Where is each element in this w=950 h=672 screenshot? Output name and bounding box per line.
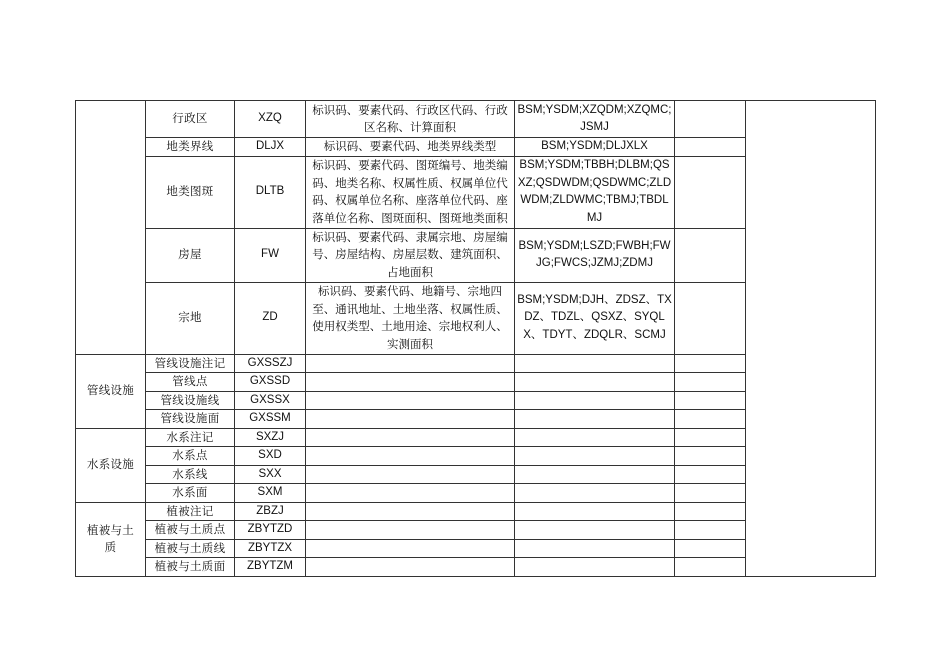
empty-cell	[675, 410, 746, 429]
empty-cell	[515, 521, 675, 540]
layer-code: GXSSX	[235, 391, 306, 410]
layer-code: ZBYTZX	[235, 539, 306, 558]
empty-cell	[515, 391, 675, 410]
field-codes: BSM;YSDM;LSZD;FWBH;FWJG;FWCS;JZMJ;ZDMJ	[515, 228, 675, 282]
empty-cell	[675, 521, 746, 540]
field-codes: BSM;YSDM;DLJXLX	[515, 138, 675, 157]
empty-cell	[675, 138, 746, 157]
empty-cell	[675, 502, 746, 521]
layer-code: ZBYTZM	[235, 558, 306, 577]
layer-code: SXZJ	[235, 428, 306, 447]
field-names: 标识码、要素代码、地籍号、宗地四至、通讯地址、土地坐落、权属性质、使用权类型、土地用途、宗地权利人、实测面积	[306, 282, 515, 354]
field-names: 标识码、要素代码、隶属宗地、房屋编号、房屋结构、房屋层数、建筑面积、占地面积	[306, 228, 515, 282]
layer-code: GXSSM	[235, 410, 306, 429]
empty-cell	[515, 410, 675, 429]
layer-name: 地类图斑	[146, 156, 235, 228]
table-row	[76, 101, 876, 138]
layer-code: SXX	[235, 465, 306, 484]
layer-name: 地类界线	[146, 138, 235, 157]
layer-name: 房屋	[146, 228, 235, 282]
empty-cell	[306, 391, 515, 410]
layer-name: 植被与土质点	[146, 521, 235, 540]
layer-name: 植被与土质面	[146, 558, 235, 577]
remark-cell	[746, 101, 876, 577]
empty-cell	[675, 558, 746, 577]
empty-cell	[306, 539, 515, 558]
empty-cell	[675, 373, 746, 392]
layer-code: XZQ	[235, 101, 306, 138]
empty-cell	[675, 465, 746, 484]
empty-cell	[515, 354, 675, 373]
empty-cell	[515, 484, 675, 503]
empty-cell	[515, 373, 675, 392]
group-cell	[76, 101, 146, 355]
group-label: 植被与土质	[76, 502, 146, 576]
empty-cell	[306, 354, 515, 373]
empty-cell	[515, 502, 675, 521]
layer-code: GXSSZJ	[235, 354, 306, 373]
layer-name: 行政区	[146, 101, 235, 138]
layer-code: SXM	[235, 484, 306, 503]
layer-code: ZBYTZD	[235, 521, 306, 540]
field-names: 标识码、要素代码、图斑编号、地类编码、地类名称、权属性质、权属单位代码、权属单位名称、座落单位代码、座落单位名称、图斑面积、图斑地类面积	[306, 156, 515, 228]
group-label: 管线设施	[76, 354, 146, 428]
group-label: 水系设施	[76, 428, 146, 502]
field-codes: BSM;YSDM;DJH、ZDSZ、TXDZ、TDZL、QSXZ、SYQLX、TDYT、ZDQLR、SCMJ	[515, 282, 675, 354]
layer-name: 水系面	[146, 484, 235, 503]
empty-cell	[515, 558, 675, 577]
empty-cell	[675, 101, 746, 138]
field-codes: BSM;YSDM;XZQDM;XZQMC;JSMJ	[515, 101, 675, 138]
empty-cell	[306, 558, 515, 577]
empty-cell	[306, 447, 515, 466]
layer-name: 植被注记	[146, 502, 235, 521]
layer-name: 水系注记	[146, 428, 235, 447]
layer-name: 宗地	[146, 282, 235, 354]
empty-cell	[306, 484, 515, 503]
layer-code: SXD	[235, 447, 306, 466]
empty-cell	[675, 447, 746, 466]
empty-cell	[675, 428, 746, 447]
layer-name: 植被与土质线	[146, 539, 235, 558]
empty-cell	[675, 354, 746, 373]
field-names: 标识码、要素代码、行政区代码、行政区名称、计算面积	[306, 101, 515, 138]
layer-code: FW	[235, 228, 306, 282]
empty-cell	[306, 502, 515, 521]
empty-cell	[306, 521, 515, 540]
empty-cell	[675, 282, 746, 354]
empty-cell	[306, 373, 515, 392]
empty-cell	[306, 410, 515, 429]
layer-code: DLJX	[235, 138, 306, 157]
layer-code: DLTB	[235, 156, 306, 228]
layer-name: 管线设施线	[146, 391, 235, 410]
layer-code: ZBZJ	[235, 502, 306, 521]
empty-cell	[515, 428, 675, 447]
layer-name: 管线设施面	[146, 410, 235, 429]
empty-cell	[306, 428, 515, 447]
layer-name: 管线设施注记	[146, 354, 235, 373]
empty-cell	[675, 484, 746, 503]
layer-code: ZD	[235, 282, 306, 354]
empty-cell	[306, 465, 515, 484]
empty-cell	[675, 156, 746, 228]
layer-code: GXSSD	[235, 373, 306, 392]
empty-cell	[515, 447, 675, 466]
empty-cell	[675, 391, 746, 410]
empty-cell	[675, 539, 746, 558]
empty-cell	[515, 539, 675, 558]
empty-cell	[675, 228, 746, 282]
layer-name: 水系点	[146, 447, 235, 466]
layer-name: 管线点	[146, 373, 235, 392]
feature-class-table	[75, 100, 876, 577]
empty-cell	[515, 465, 675, 484]
layer-name: 水系线	[146, 465, 235, 484]
field-codes: BSM;YSDM;TBBH;DLBM;QSXZ;QSDWDM;QSDWMC;ZLDWDM;ZLDWMC;TBMJ;TBDLMJ	[515, 156, 675, 228]
field-names: 标识码、要素代码、地类界线类型	[306, 138, 515, 157]
